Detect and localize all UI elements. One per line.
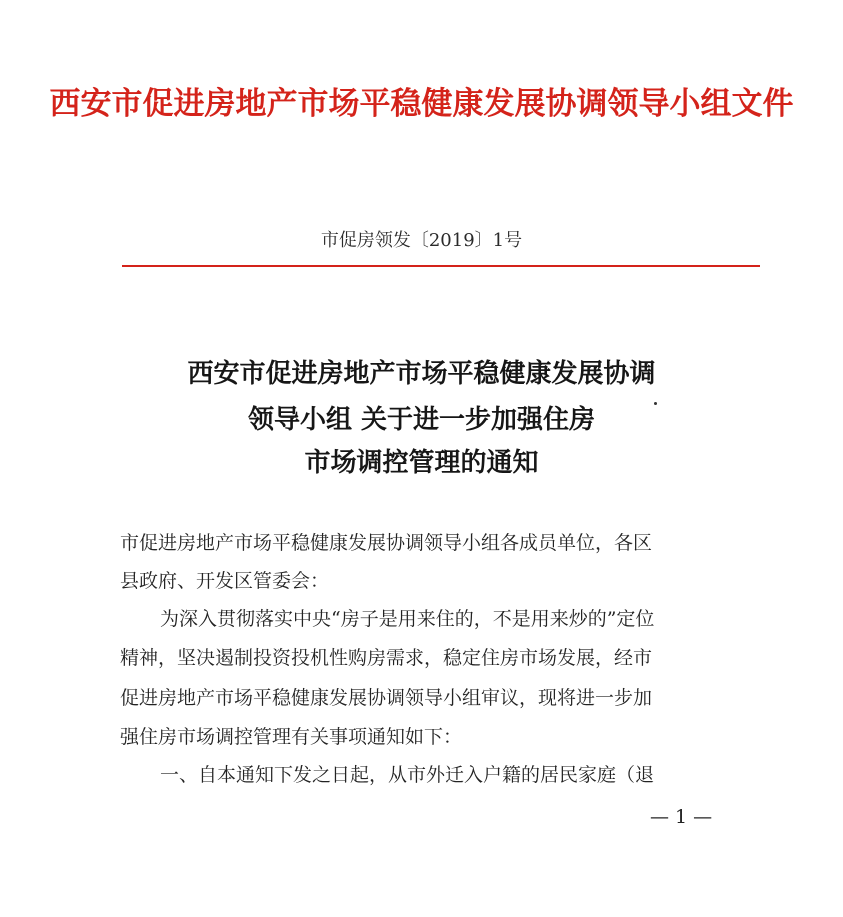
issuer-header-title: 西安市促进房地产市场平稳健康发展协调领导小组文件 — [49, 86, 794, 122]
body-paragraph-line: 精神，坚决遏制投资投机性购房需求，稳定住房市场发展，经市 — [120, 647, 653, 669]
document-number: 市促房领发〔2019〕1号 — [320, 230, 523, 251]
body-paragraph-line: 强住房市场调控管理有关事项通知如下： — [120, 726, 463, 748]
red-divider-line — [122, 265, 760, 267]
page-number: — 1 — — [650, 806, 713, 828]
document-title-line-3: 市场调控管理的通知 — [304, 448, 539, 478]
body-paragraph-line: 县政府、开发区管委会： — [120, 570, 330, 592]
body-paragraph-line: 促进房地产市场平稳健康发展协调领导小组审议，现将进一步加 — [120, 687, 653, 709]
body-paragraph-line: 市促进房地产市场平稳健康发展协调领导小组各成员单位，各区 — [120, 532, 653, 554]
document-title-line-1: 西安市促进房地产市场平稳健康发展协调 — [187, 359, 656, 389]
speck-mark — [654, 402, 657, 405]
document-title-line-2: 领导小组 关于进一步加强住房 — [247, 405, 596, 435]
body-paragraph-line: 一、自本通知下发之日起，从市外迁入户籍的居民家庭（退 — [160, 764, 655, 786]
body-paragraph-line: 为深入贯彻落实中央“房子是用来住的，不是用来炒的”定位 — [160, 608, 655, 630]
